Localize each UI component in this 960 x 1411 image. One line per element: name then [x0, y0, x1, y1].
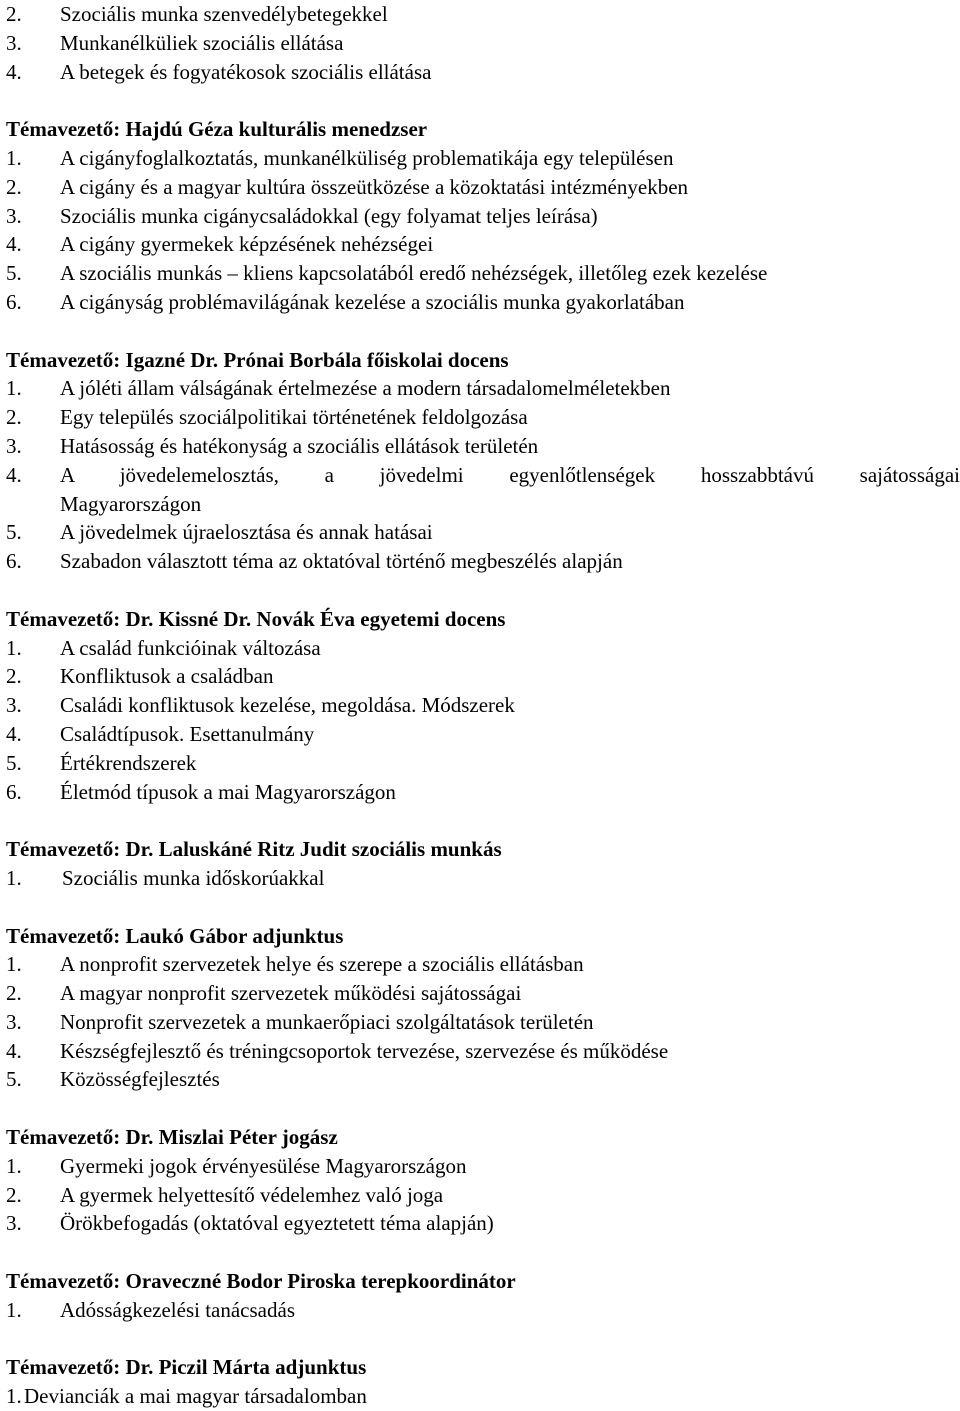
- topic-number: 5.: [6, 750, 22, 775]
- topic-number: 4.: [6, 59, 22, 84]
- topic-text: Konfliktusok a családban: [60, 664, 274, 689]
- topic-number: 2.: [6, 405, 22, 430]
- topic-text: Közösségfejlesztés: [60, 1067, 220, 1092]
- topic-number: 2.: [6, 174, 22, 199]
- topic-list: [0, 1296, 960, 1325]
- topic-text: Devianciák a mai magyar társadalomban: [24, 1384, 367, 1409]
- topic-item: [0, 979, 960, 1008]
- section-lauko: [0, 922, 960, 1095]
- section-hajdu: [0, 115, 960, 317]
- topic-number: 2.: [6, 664, 22, 689]
- spacer: [0, 1325, 960, 1354]
- topic-text: Életmód típusok a mai Magyarországon: [60, 779, 396, 804]
- topic-number: 3.: [6, 1211, 22, 1236]
- topic-item: [0, 518, 960, 547]
- topic-text: Családi konfliktusok kezelése, megoldása. Módszerek: [60, 693, 515, 718]
- topic-item: [0, 1382, 960, 1411]
- advisor-heading: Témavezető: Dr. Piczil Márta adjunktus: [6, 1355, 367, 1380]
- topic-item: [0, 950, 960, 979]
- topic-item: [0, 374, 960, 403]
- topic-list: [0, 634, 960, 807]
- topic-item: [0, 1209, 960, 1238]
- advisor-heading: Témavezető: Laukó Gábor adjunktus: [6, 923, 344, 948]
- topic-number: 6.: [6, 289, 22, 314]
- topic-number: 3.: [6, 433, 22, 458]
- topic-item: [0, 749, 960, 778]
- topic-text: Gyermeki jogok érvényesülése Magyarországon: [60, 1153, 467, 1178]
- topic-number: 6.: [6, 549, 22, 574]
- topic-item: [0, 29, 960, 58]
- topic-number: 4.: [6, 232, 22, 257]
- section-piczil: [0, 1353, 960, 1411]
- topic-number: 1.: [6, 1297, 22, 1322]
- topic-number: 4.: [6, 1038, 22, 1063]
- topic-text-continued: Magyarországon: [60, 491, 202, 516]
- section-oraveczne: [0, 1267, 960, 1325]
- spacer: [0, 1238, 960, 1267]
- topic-text: A cigány gyermekek képzésének nehézségei: [60, 232, 434, 257]
- topic-number: 5.: [6, 261, 22, 286]
- topic-text: A nonprofit szervezetek helye és szerepe a szociális ellátásban: [60, 952, 584, 977]
- topic-number: 1.: [6, 635, 22, 660]
- topic-number: 1.: [6, 952, 22, 977]
- topic-list: [0, 0, 960, 86]
- topic-text: Munkanélküliek szociális ellátása: [60, 30, 344, 55]
- topic-item: [0, 662, 960, 691]
- section-igazne: [0, 346, 960, 576]
- spacer: [0, 576, 960, 605]
- advisor-heading: Témavezető: Hajdú Géza kulturális menedzser: [6, 117, 428, 142]
- topic-text: A magyar nonprofit szervezetek működési sajátosságai: [60, 981, 522, 1006]
- advisor-heading: Témavezető: Oraveczné Bodor Piroska terepkoordinátor: [6, 1269, 516, 1294]
- topic-text: A cigányfoglalkoztatás, munkanélküliség problematikája egy településen: [60, 145, 674, 170]
- spacer: [0, 806, 960, 835]
- topic-number: 6.: [6, 779, 22, 804]
- spacer: [0, 86, 960, 115]
- section-kissne: [0, 605, 960, 807]
- topic-text: A család funkcióinak változása: [60, 635, 321, 660]
- topic-item: [0, 1037, 960, 1066]
- topic-number: 2.: [6, 981, 22, 1006]
- topic-item: [0, 634, 960, 663]
- topic-text: Szabadon választott téma az oktatóval történő megbeszélés alapján: [60, 549, 623, 574]
- topic-item: [0, 173, 960, 202]
- topic-item: [0, 259, 960, 288]
- topic-text: Értékrendszerek: [60, 750, 197, 775]
- topic-number: 3.: [6, 1009, 22, 1034]
- topic-item: [0, 1181, 960, 1210]
- topic-item: [0, 547, 960, 576]
- topic-text: Egy település szociálpolitikai történetének feldolgozása: [60, 405, 528, 430]
- topic-number: 4.: [6, 721, 22, 746]
- topic-item: [0, 432, 960, 461]
- topic-item: [0, 288, 960, 317]
- topic-text: A betegek és fogyatékosok szociális ellátása: [60, 59, 432, 84]
- topic-list: [0, 144, 960, 317]
- topic-list: [0, 374, 960, 576]
- topic-item: [0, 1296, 960, 1325]
- topic-text: A jövedelemelosztás, a jövedelmi egyenlőtlenségek hosszabbtávú sajátosságai: [60, 462, 960, 487]
- advisor-heading: Témavezető: Dr. Miszlai Péter jogász: [6, 1125, 338, 1150]
- topic-item: [0, 0, 960, 29]
- advisor-heading: Témavezető: Dr. Laluskáné Ritz Judit szociális munkás: [6, 837, 502, 862]
- topic-text: Nonprofit szervezetek a munkaerőpiaci szolgáltatások területén: [60, 1009, 594, 1034]
- topic-text: A cigány és a magyar kultúra összeütközése a közoktatási intézményekben: [60, 174, 689, 199]
- topic-item: [0, 144, 960, 173]
- topic-text: Szociális munka szenvedélybetegekkel: [60, 2, 388, 26]
- topic-item: [0, 230, 960, 259]
- section-laluskane: [0, 835, 960, 893]
- topic-number: 5.: [6, 1067, 22, 1092]
- topic-number: 1.: [6, 376, 22, 401]
- topic-text: A szociális munkás – kliens kapcsolatából eredő nehézségek, illetőleg ezek kezelése: [60, 261, 768, 286]
- topic-number: 3.: [6, 203, 22, 228]
- topic-text: A jóléti állam válságának értelmezése a modern társadalomelméletekben: [60, 376, 671, 401]
- topic-number: 1.: [6, 145, 22, 170]
- topic-number: 1.: [6, 1384, 22, 1409]
- topic-item: [0, 403, 960, 432]
- topic-number: 2.: [6, 1182, 22, 1207]
- topic-text: Hatásosság és hatékonyság a szociális ellátások területén: [60, 433, 539, 458]
- topic-list: [0, 950, 960, 1094]
- topic-text: Adósságkezelési tanácsadás: [60, 1297, 295, 1322]
- topic-list: [0, 1382, 960, 1411]
- topic-item: [0, 1008, 960, 1037]
- spacer: [0, 893, 960, 922]
- topic-item: [0, 691, 960, 720]
- topic-item: [0, 778, 960, 807]
- topic-text: Készségfejlesztő és tréningcsoportok tervezése, szervezése és működése: [60, 1038, 669, 1063]
- topic-item: [0, 864, 960, 893]
- topic-list: [0, 1152, 960, 1238]
- topic-item: [0, 1152, 960, 1181]
- topic-number: 1.: [6, 865, 22, 890]
- topic-text: A jövedelmek újraelosztása és annak hatásai: [60, 520, 433, 545]
- section-miszlai: [0, 1123, 960, 1238]
- spacer: [0, 1094, 960, 1123]
- advisor-heading: Témavezető: Dr. Kissné Dr. Novák Éva egyetemi docens: [6, 606, 506, 631]
- topic-item: [0, 202, 960, 231]
- topic-number: 4.: [6, 462, 22, 487]
- spacer: [0, 317, 960, 346]
- topic-number: 3.: [6, 30, 22, 55]
- topic-text: Szociális munka időskorúakkal: [62, 865, 325, 890]
- topic-number: 5.: [6, 520, 22, 545]
- section-continued: [0, 0, 960, 86]
- topic-text: Családtípusok. Esettanulmány: [60, 721, 315, 746]
- topic-text: Szociális munka cigánycsaládokkal (egy folyamat teljes leírása): [60, 203, 598, 228]
- topic-text-block: [60, 461, 960, 519]
- advisor-heading: Témavezető: Igazné Dr. Prónai Borbála főiskolai docens: [6, 347, 509, 372]
- topic-text: A cigányság problémavilágának kezelése a szociális munka gyakorlatában: [60, 289, 685, 314]
- topic-number: 3.: [6, 693, 22, 718]
- topic-text: A gyermek helyettesítő védelemhez való joga: [60, 1182, 444, 1207]
- topic-text: Örökbefogadás (oktatóval egyeztetett téma alapján): [60, 1211, 494, 1236]
- topic-list: [0, 864, 960, 893]
- topic-item: [0, 720, 960, 749]
- topic-item: [0, 461, 960, 519]
- topic-item: [0, 58, 960, 87]
- topic-number: 2.: [6, 2, 22, 26]
- topic-number: 1.: [6, 1153, 22, 1178]
- topic-item: [0, 1065, 960, 1094]
